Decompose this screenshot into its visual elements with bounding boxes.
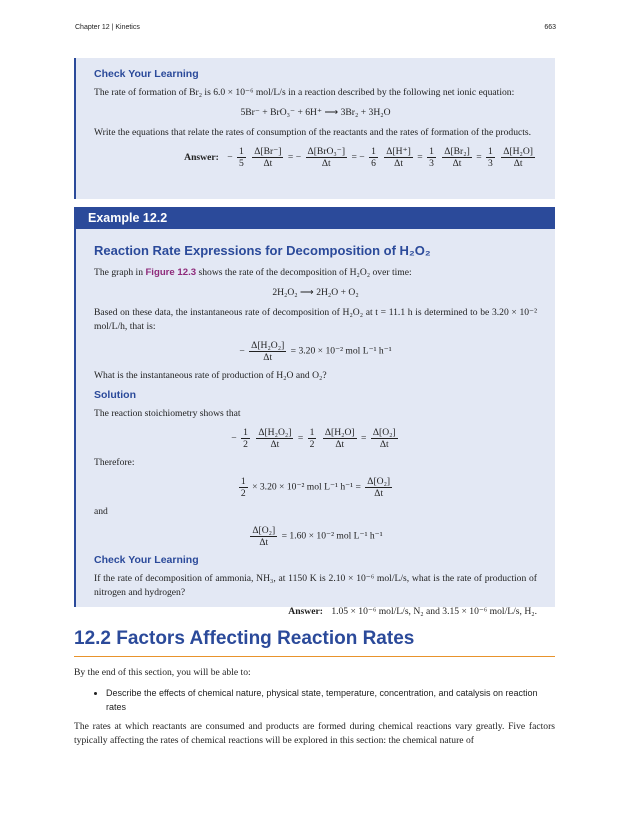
fraction: $\frac{1}{2}$ <box>243 427 248 450</box>
fraction: $\frac{\text{Δ[O₂]}}{\Delta t}$ <box>372 427 396 450</box>
math-symbol: − <box>227 151 233 163</box>
intro-paragraph: By the end of this section, you will be able to: <box>74 667 251 678</box>
equation: $\frac{1}{2}$ × 3.20 × 10⁻² mol L⁻¹ h⁻¹ = $\frac{\text{Δ[O₂]}}{\Delta t}$ <box>240 476 391 499</box>
fraction: $\frac{\text{Δ[O₂]}}{\Delta t}$ <box>252 525 276 548</box>
check-your-learning-box <box>74 58 555 199</box>
math-symbol: − <box>295 151 302 163</box>
page-number: 663 <box>544 24 556 31</box>
fraction: $\frac{\Delta[H^+]}{\Delta t}$ <box>386 146 411 169</box>
paragraph: Write the equations that relate the rates of consumption of the reactants and the rates of formation of the products. <box>94 127 532 138</box>
learning-objectives-list <box>74 686 555 714</box>
answer-label: Answer: <box>184 151 219 163</box>
fraction: $\frac{1}{5}$ <box>239 146 244 169</box>
fraction: $\frac{\text{Δ[BrO₃⁻]}}{\Delta t}$ <box>307 146 346 169</box>
check-your-learning-heading: Check Your Learning <box>94 68 199 80</box>
list-item: • Describe the effects of chemical nature, physical state, temperature, concentration, and catalysis on reaction rates <box>106 686 555 714</box>
fraction: $\frac{1}{2}$ <box>240 476 246 499</box>
answer: Answer: 1.05 × 10⁻⁶ mol/L/s, N₂ and 3.15 × 10⁻⁶ mol/L/s, H₂. <box>288 606 537 617</box>
math-symbol: = <box>417 151 423 163</box>
running-header-chapter: Chapter 12 | Kinetics <box>75 24 140 31</box>
paragraph: Therefore: <box>94 457 135 468</box>
fraction: $\frac{1}{3}$ <box>429 146 434 169</box>
paragraph: The rate of formation of Br₂ is 6.0 × 10⁻⁶ mol/L/s in a reaction described by the following net ionic equation: <box>94 87 515 98</box>
section-title: 12.2 Factors Affecting Reaction Rates <box>74 628 555 657</box>
example-title: Reaction Rate Expressions for Decomposition of H₂O₂ <box>94 243 431 258</box>
equation: $\frac{\text{Δ[O₂]}}{\Delta t}$ = 1.60 × 10⁻² mol L⁻¹ h⁻¹ <box>252 525 383 548</box>
math-symbol: = <box>476 151 482 163</box>
fraction: $\frac{\text{Δ[H₂O]}}{\Delta t}$ <box>324 427 355 450</box>
answer-label: Answer: <box>288 606 323 617</box>
paragraph: The graph in Figure 12.3 shows the rate of the decomposition of H₂O₂ over time: <box>94 267 412 278</box>
math-symbol: = <box>351 151 357 163</box>
fraction: $\frac{\text{Δ[H₂O₂]}}{\Delta t}$ <box>251 340 285 363</box>
fraction: $\frac{\Delta[Br^-]}{\Delta t}$ <box>254 146 282 169</box>
paragraph: and <box>94 506 108 517</box>
paragraph: If the rate of decomposition of ammonia, NH₃, at 1150 K is 2.10 × 10⁻⁶ mol/L/s, what is the rate of production of nitrogen and hydrogen? <box>94 573 537 598</box>
equation: − $\frac{1}{2}$ $\frac{\text{Δ[H₂O₂]}}{\Delta t}$ = $\frac{1}{2}$ $\frac{\text{Δ[H₂O]}}{\Delta t}$ = $\frac{\text{Δ[O₂]}}{\Delta t}$ <box>231 427 396 450</box>
check-your-learning-heading: Check Your Learning <box>94 554 199 566</box>
figure-link[interactable]: Figure 12.3 <box>145 267 197 278</box>
fraction: $\frac{\text{Δ[Br₂]}}{\Delta t}$ <box>444 146 470 169</box>
answer <box>94 146 537 169</box>
math-symbol: − <box>359 151 365 163</box>
fraction: $\frac{1}{6}$ <box>371 146 376 169</box>
example-banner: Example 12.2 <box>76 207 555 229</box>
fraction: $\frac{1}{3}$ <box>488 146 493 169</box>
math-symbol: = <box>287 151 294 163</box>
fraction: $\frac{\text{Δ[H₂O]}}{\Delta t}$ <box>503 146 533 169</box>
section-body <box>74 666 555 754</box>
fraction: $\frac{\text{Δ[O₂]}}{\Delta t}$ <box>367 476 391 499</box>
fraction: $\frac{1}{2}$ <box>309 427 315 450</box>
equation: 2H₂O₂ ⟶ 2H₂O + O₂ <box>272 287 359 298</box>
paragraph: What is the instantaneous rate of production of H₂O and O₂? <box>94 370 327 381</box>
example-box <box>74 207 555 617</box>
equation: − $\frac{\text{Δ[H₂O₂]}}{\Delta t}$ = 3.20 × 10⁻² mol L⁻¹ h⁻¹ <box>239 340 392 363</box>
equation: 5Br⁻ + BrO₃⁻ + 6H⁺ ⟶ 3Br₂ + 3H₂O <box>240 107 391 118</box>
paragraph: Based on these data, the instantaneous rate of decomposition of H₂O₂ at t = 11.1 h is determined to be 3.20 × 10⁻² mol/L/h, that is: <box>94 307 537 332</box>
paragraph: The reaction stoichiometry shows that <box>94 408 241 419</box>
fraction: $\frac{\text{Δ[H₂O₂]}}{\Delta t}$ <box>258 427 292 450</box>
solution-heading: Solution <box>94 389 136 401</box>
paragraph: The rates at which reactants are consumed and products are formed during chemical reactions vary greatly. Five factors typically affecting the rates of chemical reactions will be explored in this section: the chemical nature of <box>74 721 555 746</box>
